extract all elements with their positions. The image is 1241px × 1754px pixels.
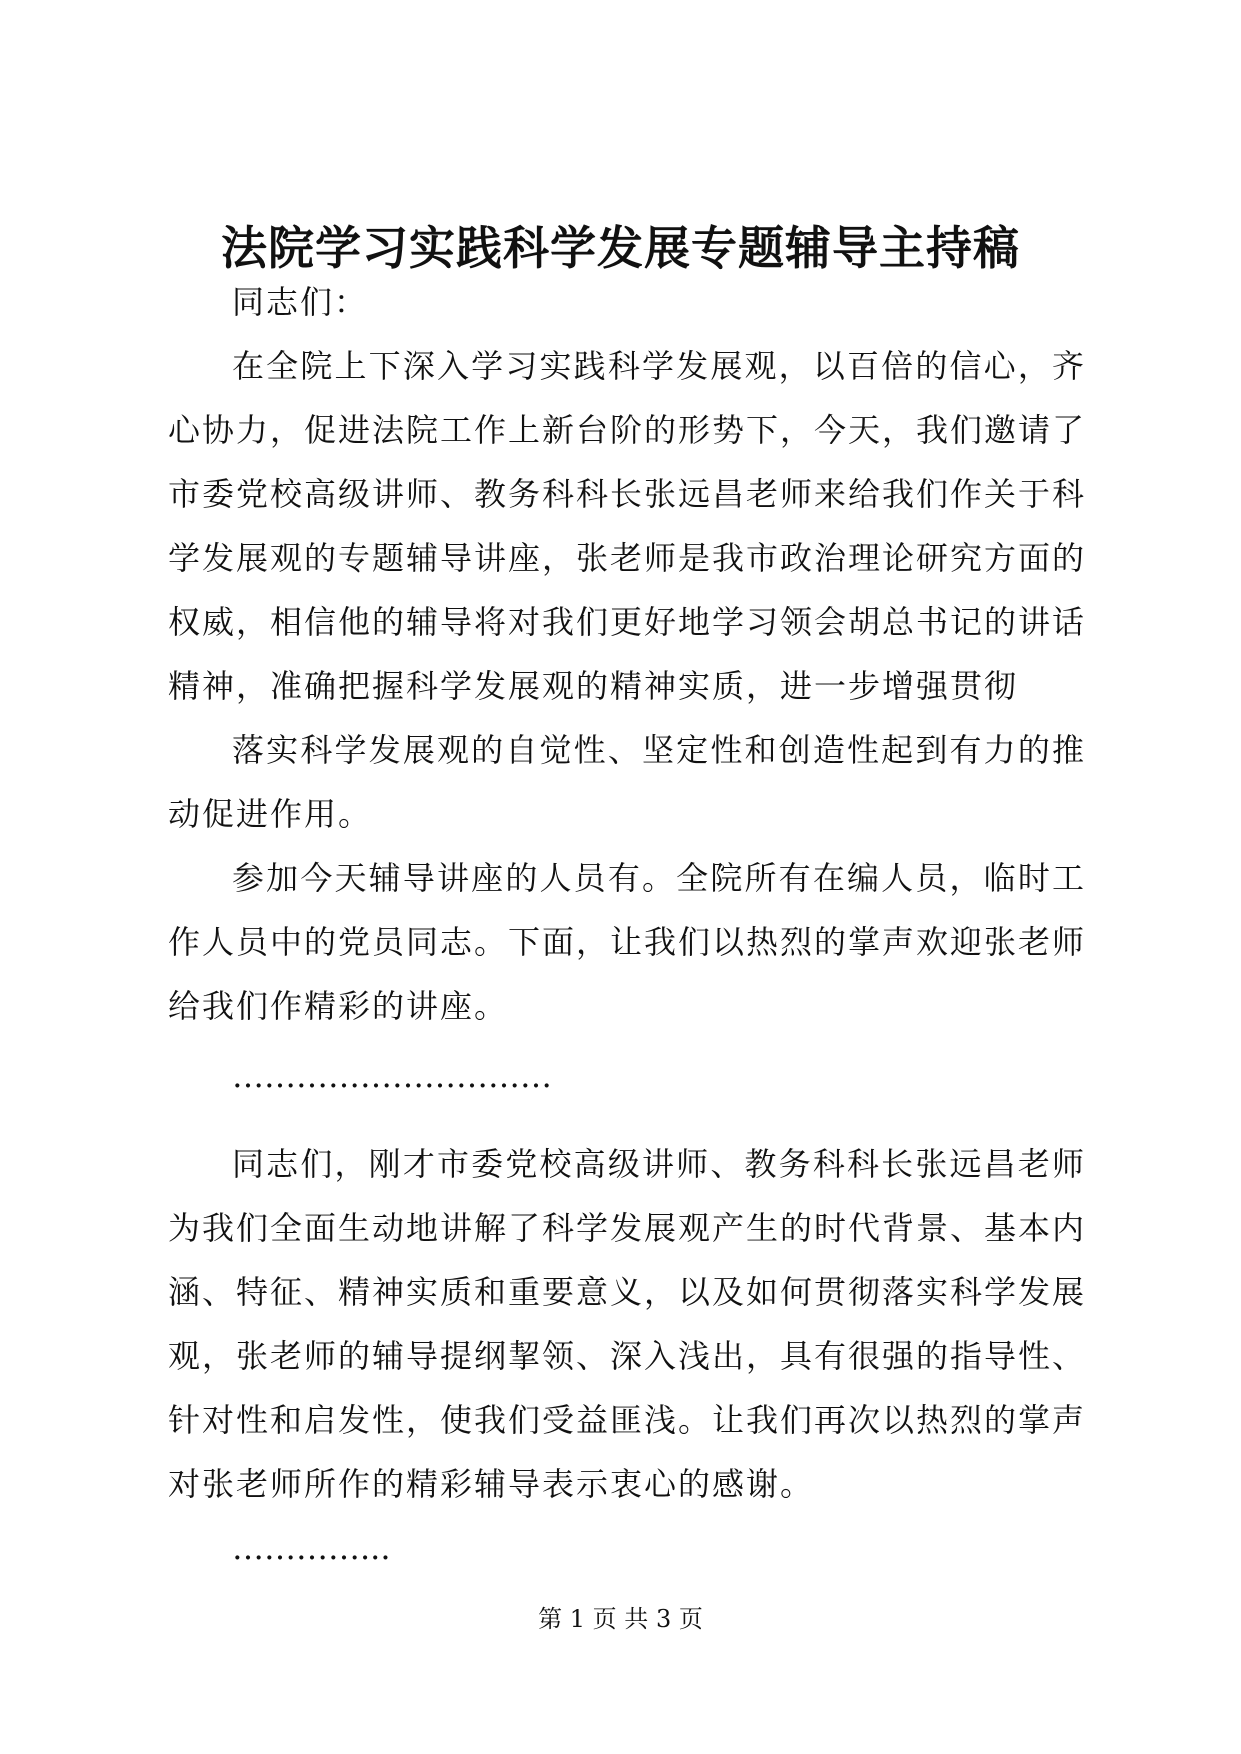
document-body: [168, 270, 1086, 1580]
paragraph-attendees: 参加今天辅导讲座的人员有。全院所有在编人员，临时工作人员中的党员同志。下面，让我们以热烈的掌声欢迎张老师给我们作精彩的讲座。: [168, 859, 1087, 1025]
paragraph-continuation: 落实科学发展观的自觉性、坚定性和创造性起到有力的推动促进作用。: [168, 731, 1086, 833]
document-title: 法院学习实践科学发展专题辅导主持稿: [221, 221, 1020, 275]
page-number-footer: 第 1 页 共 3 页: [538, 1605, 703, 1633]
paragraph-closing: 同志们，刚才市委党校高级讲师、教务科科长张远昌老师为我们全面生动地讲解了科学发展观产生的时代背景、基本内涵、特征、精神实质和重要意义，以及如何贯彻落实科学发展观，张老师的辅导提纲挈领、深入浅出，具有很强的指导性、针对性和启发性，使我们受益匪浅。让我们再次以热烈的掌声对张老师所作的精彩辅导表示衷心的感谢。: [168, 1145, 1087, 1503]
ellipsis-separator-end: …………...: [232, 1529, 391, 1567]
ellipsis-separator: …………………………: [232, 1057, 552, 1095]
paragraph-intro: 在全院上下深入学习实践科学发展观，以百倍的信心，齐心协力，促进法院工作上新台阶的形势下，今天，我们邀请了市委党校高级讲师、教务科科长张远昌老师来给我们作关于科学发展观的专题辅导讲座，张老师是我市政治理论研究方面的权威，相信他的辅导将对我们更好地学习领会胡总书记的讲话精神，准确把握科学发展观的精神实质，进一步增强贯彻: [168, 347, 1087, 705]
salutation: 同志们：: [232, 283, 369, 321]
